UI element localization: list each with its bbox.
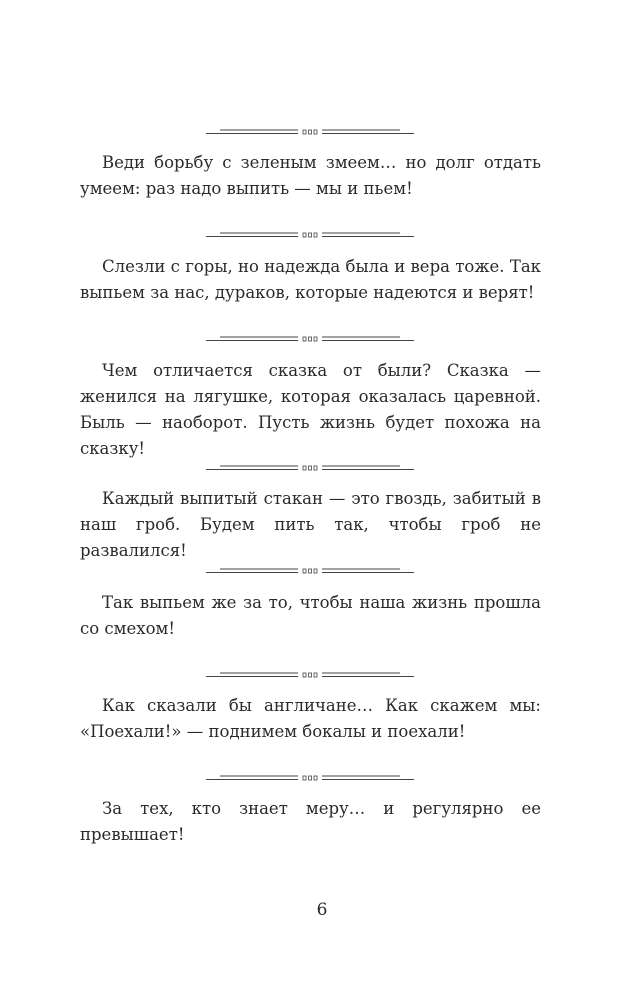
toast-paragraph-1: Веди борьбу с зеленым змеем… но долг отдать умеем: раз надо выпить — мы и пьем! <box>80 153 541 198</box>
ornament-divider-icon <box>206 670 414 678</box>
ornament-divider-icon <box>206 127 414 135</box>
ornament-divider-icon <box>206 463 414 471</box>
toast-paragraph-2: Слезли с горы, но надежда была и вера тоже. Так выпьем за нас, дураков, которые надеются и верят! <box>80 257 541 302</box>
page-number: 6 <box>316 900 328 920</box>
ornament-divider-icon <box>206 566 414 574</box>
toast-paragraph-5: Так выпьем же за то, чтобы наша жизнь прошла со смехом! <box>80 593 541 638</box>
toast-paragraph-3: Чем отличается сказка от были? Сказка — женился на лягушке, которая оказалась царевной. Быль — наоборот. Пусть жизнь будет похожа на сказку! <box>80 361 541 458</box>
toast-paragraph-7: За тех, кто знает меру… и регулярно ее превышает! <box>80 799 541 844</box>
ornament-divider-icon <box>206 334 414 342</box>
ornament-divider-icon <box>206 773 414 781</box>
toast-paragraph-4: Каждый выпитый стакан — это гвоздь, забитый в наш гроб. Будем пить так, чтобы гроб не развалился! <box>80 489 541 560</box>
ornament-divider-icon <box>206 230 414 238</box>
toast-paragraph-6: Как сказали бы англичане… Как скажем мы: «Поехали!» — поднимем бокалы и поехали! <box>80 696 541 741</box>
